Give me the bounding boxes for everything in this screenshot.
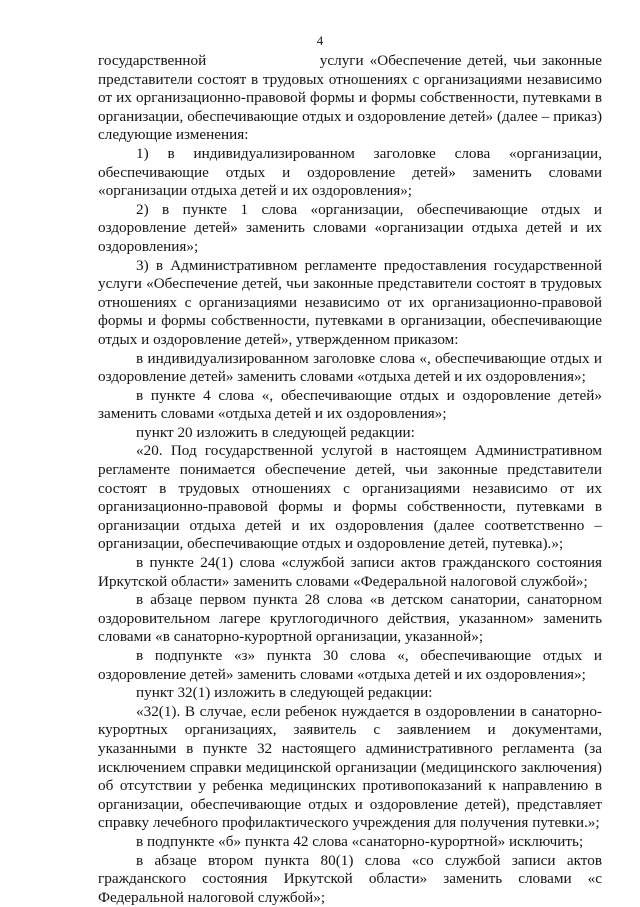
paragraph-point-4: в пункте 4 слова «, обеспечивающие отдых и оздоровление детей» заменить словами «отдыха детей и их оздоровления»; — [98, 386, 602, 423]
paragraph-point-80-1: в абзаце втором пункта 80(1) слова «со службой записи актов гражданского состояния Иркутской области» заменить словами «с Федеральной налоговой службой»; — [98, 851, 602, 906]
paragraph-item-3: 3) в Административном регламенте предоставления государственной услуги «Обеспечение детей, чьи законные представители состоят в трудовых отношениях с организациями независимо от их организационно-правовой формы и формы собственности, путевками в организации, обеспечивающие отдых и оздоровление детей», утвержденном приказом: — [98, 256, 602, 348]
paragraph-point-32-1-intro: пункт 32(1) изложить в следующей редакции: — [136, 684, 433, 702]
paragraph-item-2: 2) в пункте 1 слова «организации, обеспечивающие отдых и оздоровление детей» заменить словами «организации отдыха детей и их оздоровления»; — [98, 200, 602, 255]
paragraph-intro-continuation: государственной услуги «Обеспечение детей, чьи законные представители состоят в трудовых отношениях с организациями независимо от их организационно-правовой формы и формы собственности, путевками в организации, обеспечивающие отдых и оздоровление детей» (далее – приказ) следующие изменения: — [98, 52, 606, 144]
paragraph-point-20-text: «20. Под государственной услугой в настоящем Административном регламенте понимается обеспечение детей, чьи законные представители состоят в трудовых отношениях с организациями независимо от их организационно-правовой формы и формы собственности, путевками в организации отдыха детей и их оздоровления (далее соответственно – организации, обеспечивающие отдых и оздоровление детей, путевка).»; — [98, 442, 602, 553]
paragraph-point-32-1-text: «32(1). В случае, если ребенок нуждается в оздоровлении в санаторно-курортных организациях, заявитель с заявлением и документами, указанными в пункте 32 настоящего административного регламента (за исключением справки медицинской организации (медицинского заключения) об отсутствии у ребенка медицинских противопоказаний к направлению в организации, обеспечивающие отдых и оздоровление детей), представляет справку лечебного профилактического учреждения для получения путевки.»; — [98, 702, 602, 832]
paragraph-point-20-intro: пункт 20 изложить в следующей редакции: — [136, 423, 415, 441]
paragraph-point-24-1: в пункте 24(1) слова «службой записи актов гражданского состояния Иркутской области» заменить словами «Федеральной налоговой службой»; — [98, 554, 602, 590]
paragraph-point-30: в подпункте «з» пункта 30 слова «, обеспечивающие отдых и оздоровление детей» заменить словами «отдыха детей и их оздоровления»; — [98, 647, 602, 683]
document-body — [98, 52, 606, 907]
paragraph-point-42: в подпункте «б» пункта 42 слова «санаторно-курортной» исключить; — [136, 832, 584, 850]
paragraph-point-28: в абзаце первом пункта 28 слова «в детском санатории, санаторном оздоровительном лагере круглогодичного действия, указанном» заменить словами «в санаторно-курортной организации, указанной»; — [98, 591, 602, 646]
page-number: 4 — [316, 33, 324, 48]
paragraph-heading-change: в индивидуализированном заголовке слова «, обеспечивающие отдых и оздоровление детей» заменить словами «отдыха детей и их оздоровления»; — [98, 349, 602, 386]
paragraph-item-1: 1) в индивидуализированном заголовке слова «организации, обеспечивающие отдых и оздоровление детей» заменить словами «организации отдыха детей и их оздоровления»; — [98, 144, 602, 200]
